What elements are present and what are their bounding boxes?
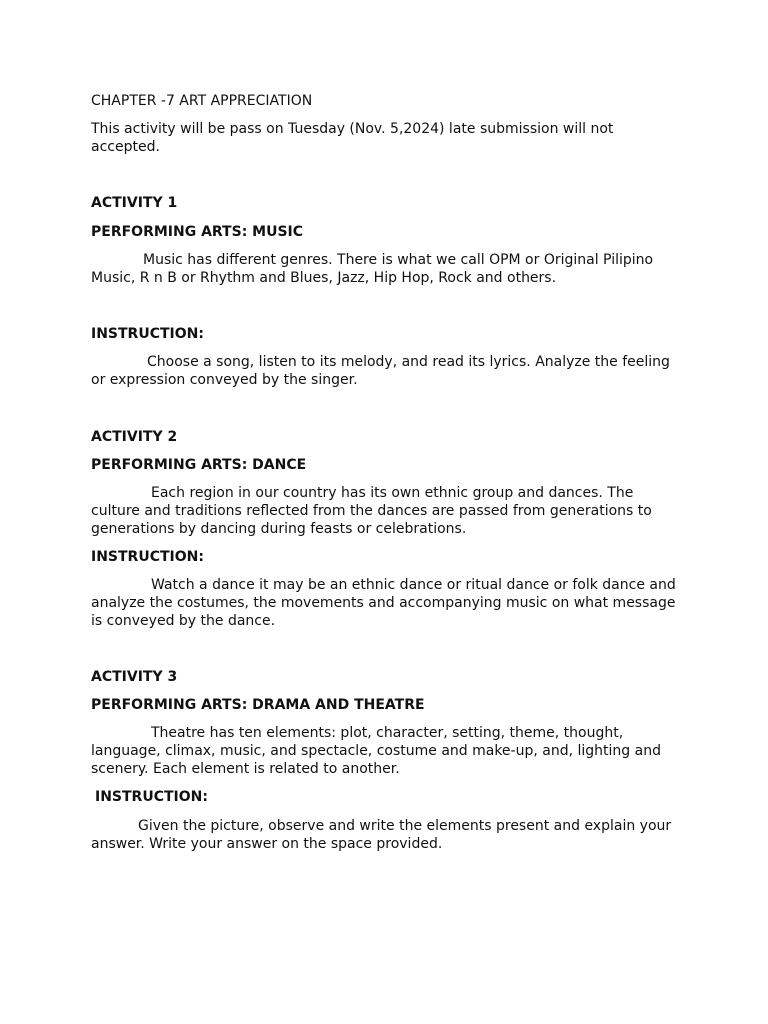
activity-2-body: Each region in our country has its own ethnic group and dances. The culture and traditions reflected from the dances are passed from generations to generations by dancing during feasts or celebrations. [91, 485, 652, 537]
activity-3-instruction: Given the picture, observe and write the elements present and explain your answer. Write your answer on the space provided. [91, 818, 672, 852]
activity-2-heading: ACTIVITY 2 [91, 429, 178, 445]
chapter-title: CHAPTER -7 ART APPRECIATION [91, 93, 313, 109]
activity-3-heading: ACTIVITY 3 [91, 669, 178, 685]
activity-2-instruction: Watch a dance it may be an ethnic dance or ritual dance or folk dance and analyze the costumes, the movements and accompanying music on what message is conveyed by the dance. [91, 577, 676, 629]
activity-1-subheading: PERFORMING ARTS: MUSIC [91, 224, 304, 240]
submission-notice: This activity will be pass on Tuesday (Nov. 5,2024) late submission will not accepted. [91, 121, 614, 155]
activity-1-heading: ACTIVITY 1 [91, 195, 178, 211]
activity-1-instruction-label: INSTRUCTION: [91, 326, 204, 342]
activity-1-body: Music has different genres. There is what we call OPM or Original Pilipino Music, R n B or Rhythm and Blues, Jazz, Hip Hop, Rock and others. [91, 252, 654, 286]
activity-3-body: Theatre has ten elements: plot, character, setting, theme, thought, language, climax, music, and spectacle, costume and make-up, and, lighting and scenery. Each element is related to another. [91, 725, 661, 777]
activity-2-subheading: PERFORMING ARTS: DANCE [91, 457, 307, 473]
activity-1-instruction: Choose a song, listen to its melody, and read its lyrics. Analyze the feeling or expression conveyed by the singer. [91, 354, 670, 388]
activity-3-instruction-label: INSTRUCTION: [95, 789, 208, 805]
activity-3-subheading: PERFORMING ARTS: DRAMA AND THEATRE [91, 697, 425, 713]
activity-2-instruction-label: INSTRUCTION: [91, 549, 204, 565]
